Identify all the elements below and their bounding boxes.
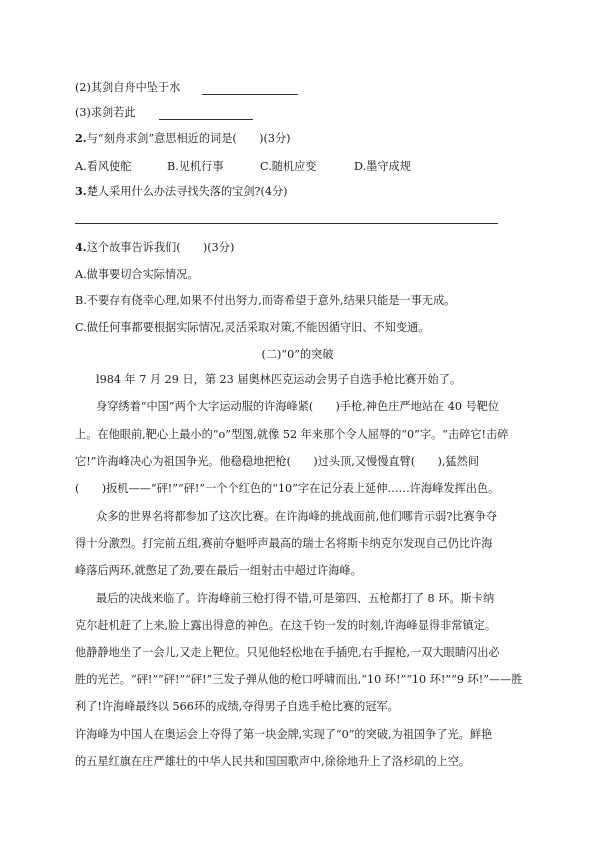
q2-option-c[interactable]: C.随机应变 xyxy=(260,160,317,173)
passage-line: 得十分激烈。打完前五组,赛前夺魁呼声最高的瑞士名将斯卡纳克尔发现自己仍比许海 xyxy=(75,537,493,550)
passage-line: 利了!许海峰最终以 566环的成绩,夺得男子自选手枪比赛的冠军。 xyxy=(75,700,399,713)
passage-line: 它!”许海峰决心为祖国争光。他稳稳地把枪( )过头顶,又慢慢直臂( ),猛然间 xyxy=(75,455,479,468)
answer-blank-1-2[interactable] xyxy=(202,83,298,95)
passage-line: 许海峰为中国人在奥运会上夺得了第一块金牌,实现了“0”的突破,为祖国争了光。鲜艳 xyxy=(75,728,493,741)
q2-option-b[interactable]: B.见机行事 xyxy=(167,160,224,173)
question-4-number: 4. xyxy=(75,240,87,254)
question-3-number: 3. xyxy=(75,184,87,198)
answer-line-3[interactable] xyxy=(75,223,498,224)
passage-line: 的五星红旗在庄严雄壮的中华人民共和国国歌声中,徐徐地升上了洛杉矶的上空。 xyxy=(75,755,471,768)
q2-option-d[interactable]: D.墨守成规 xyxy=(354,160,411,173)
answer-blank-1-3[interactable] xyxy=(159,108,253,120)
passage-line: ( )扳机——“砰!”“砰!”一个个红色的“10”字在记分表上延伸……许海峰发挥出色。 xyxy=(75,482,500,495)
passage-line: l984 年 7 月 29 日，第 23 届奥林匹克运动会男子自选手枪比赛开始了。 xyxy=(96,373,462,386)
q4-option-a[interactable]: A.做事要切合实际情况。 xyxy=(75,268,199,281)
question-1-2 xyxy=(75,81,298,95)
q4-option-c[interactable]: C.做任何事都要根据实际情况,灵活采取对策,不能因循守旧、不知变通。 xyxy=(75,321,430,334)
passage-line: 身穿绣着“中国”两个大字运动服的许海峰紧( )手枪,神色庄严地站在 40 号靶位 xyxy=(96,400,500,413)
passage-line: 他静静地坐了一会儿,又走上靶位。只见他轻松地在手插兜,右手握枪,一双大眼睛闪出必 xyxy=(75,646,500,659)
question-1-3-text: (3)求剑若此 xyxy=(75,106,136,119)
passage-line: 克尔赶机赶了上来,脸上露出得意的神色。在这千钧一发的时刻,许海峰显得非常镇定。 xyxy=(75,619,497,632)
passage-line: 峰落后两环,就憋足了劲,要在最后一组射击中超过许海峰。 xyxy=(75,564,362,577)
question-2 xyxy=(75,131,291,146)
q2-option-a[interactable]: A.看风使舵 xyxy=(75,160,132,173)
passage-line: 众多的世界名将都参加了这次比赛。在许海峰的挑战面前,他们哪肯示弱?比赛争夺 xyxy=(96,510,498,523)
question-3 xyxy=(75,184,288,199)
question-4-text: 这个故事告诉我们( )(3分) xyxy=(86,241,235,254)
question-1-3 xyxy=(75,106,253,120)
question-2-number: 2. xyxy=(75,131,87,145)
q4-option-b[interactable]: B.不要存有侥幸心理,如果不付出努力,而寄希望于意外,结果只能是一事无成。 xyxy=(75,294,456,307)
passage-line: 上。在他眼前,靶心上最小的“o”型图,就像 52 年来那个令人屈辱的“0”字。“击碎它!击碎 xyxy=(75,428,509,441)
question-4 xyxy=(75,240,234,255)
question-2-text: 与“刻舟求剑”意思相近的词是( )(3分) xyxy=(86,132,291,145)
question-1-2-text: (2)其剑自舟中坠于水 xyxy=(75,81,181,94)
question-3-text: 楚人采用什么办法寻找失落的宝剑?(4分) xyxy=(86,185,288,198)
section-title: (二)“0”的突破 xyxy=(261,348,334,361)
passage-line: 胜的光芒。“砰!”“砰!”“砰!”三发子弹从他的枪口呼啸而出,“10 环!”“10 环!”“9 环!”——胜 xyxy=(75,673,523,686)
passage-line: 最后的决战来临了。许海峰前三枪打得不错,可是第四、五枪都打了 8 环。斯卡纳 xyxy=(96,592,495,605)
